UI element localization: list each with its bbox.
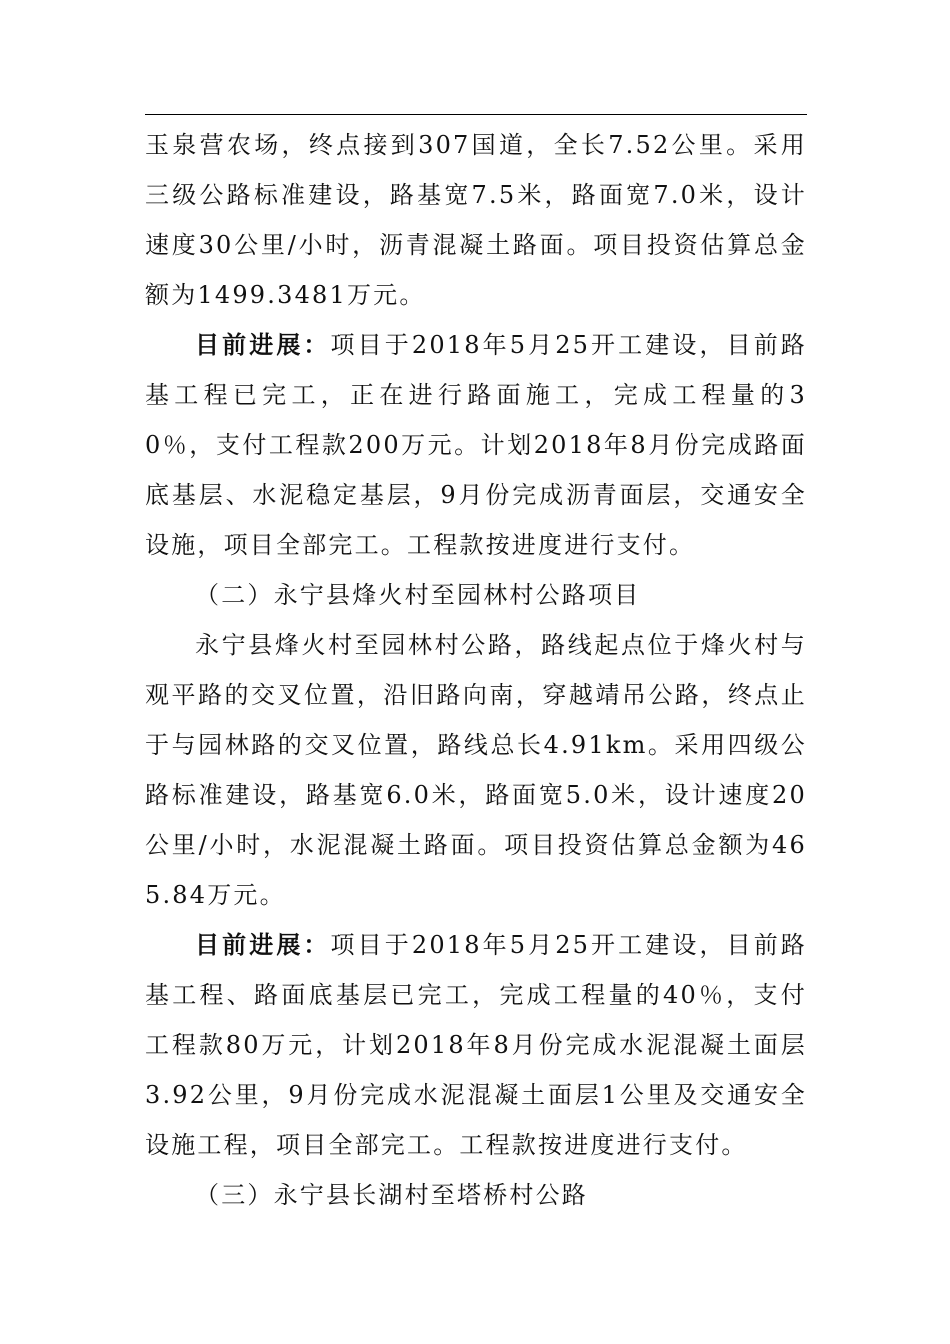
paragraph-project-1-progress — [145, 320, 807, 570]
progress-label: 目前进展： — [195, 330, 331, 359]
section-heading-3: （三）永宁县长湖村至塔桥村公路 — [195, 1181, 588, 1209]
section-heading-2: （二）永宁县烽火村至园林村公路项目 — [195, 581, 641, 609]
progress-label: 目前进展： — [195, 930, 331, 959]
progress-text: 项目于2018年5月25开工建设，目前路基工程已完工，正在进行路面施工，完成工程量的30％，支付工程款200万元。计划2018年8月份完成路面底基层、水泥稳定基层，9月份完成沥青面层，交通安全设施，项目全部完工。工程款按进度进行支付。 — [145, 331, 807, 559]
header-rule — [145, 114, 807, 115]
paragraph-project-2-description: 永宁县烽火村至园林村公路，路线起点位于烽火村与观平路的交叉位置，沿旧路向南，穿越靖吊公路，终点止于与园林路的交叉位置，路线总长4.91km。采用四级公路标准建设，路基宽6.0米，路面宽5.0米，设计速度20公里/小时，水泥混凝土路面。项目投资估算总金额为465.84万元。 — [145, 631, 807, 909]
document-body — [145, 120, 807, 1220]
progress-text: 项目于2018年5月25开工建设，目前路基工程、路面底基层已完工，完成工程量的40％，支付工程款80万元，计划2018年8月份完成水泥混凝土面层3.92公里，9月份完成水泥混凝土面层1公里及交通安全设施工程，项目全部完工。工程款按进度进行支付。 — [145, 931, 807, 1159]
paragraph-project-2-progress — [145, 920, 807, 1170]
paragraph-project-1-description: 玉泉营农场，终点接到307国道，全长7.52公里。采用三级公路标准建设，路基宽7.5米，路面宽7.0米，设计速度30公里/小时，沥青混凝土路面。项目投资估算总金额为1499.3481万元。 — [145, 131, 807, 309]
